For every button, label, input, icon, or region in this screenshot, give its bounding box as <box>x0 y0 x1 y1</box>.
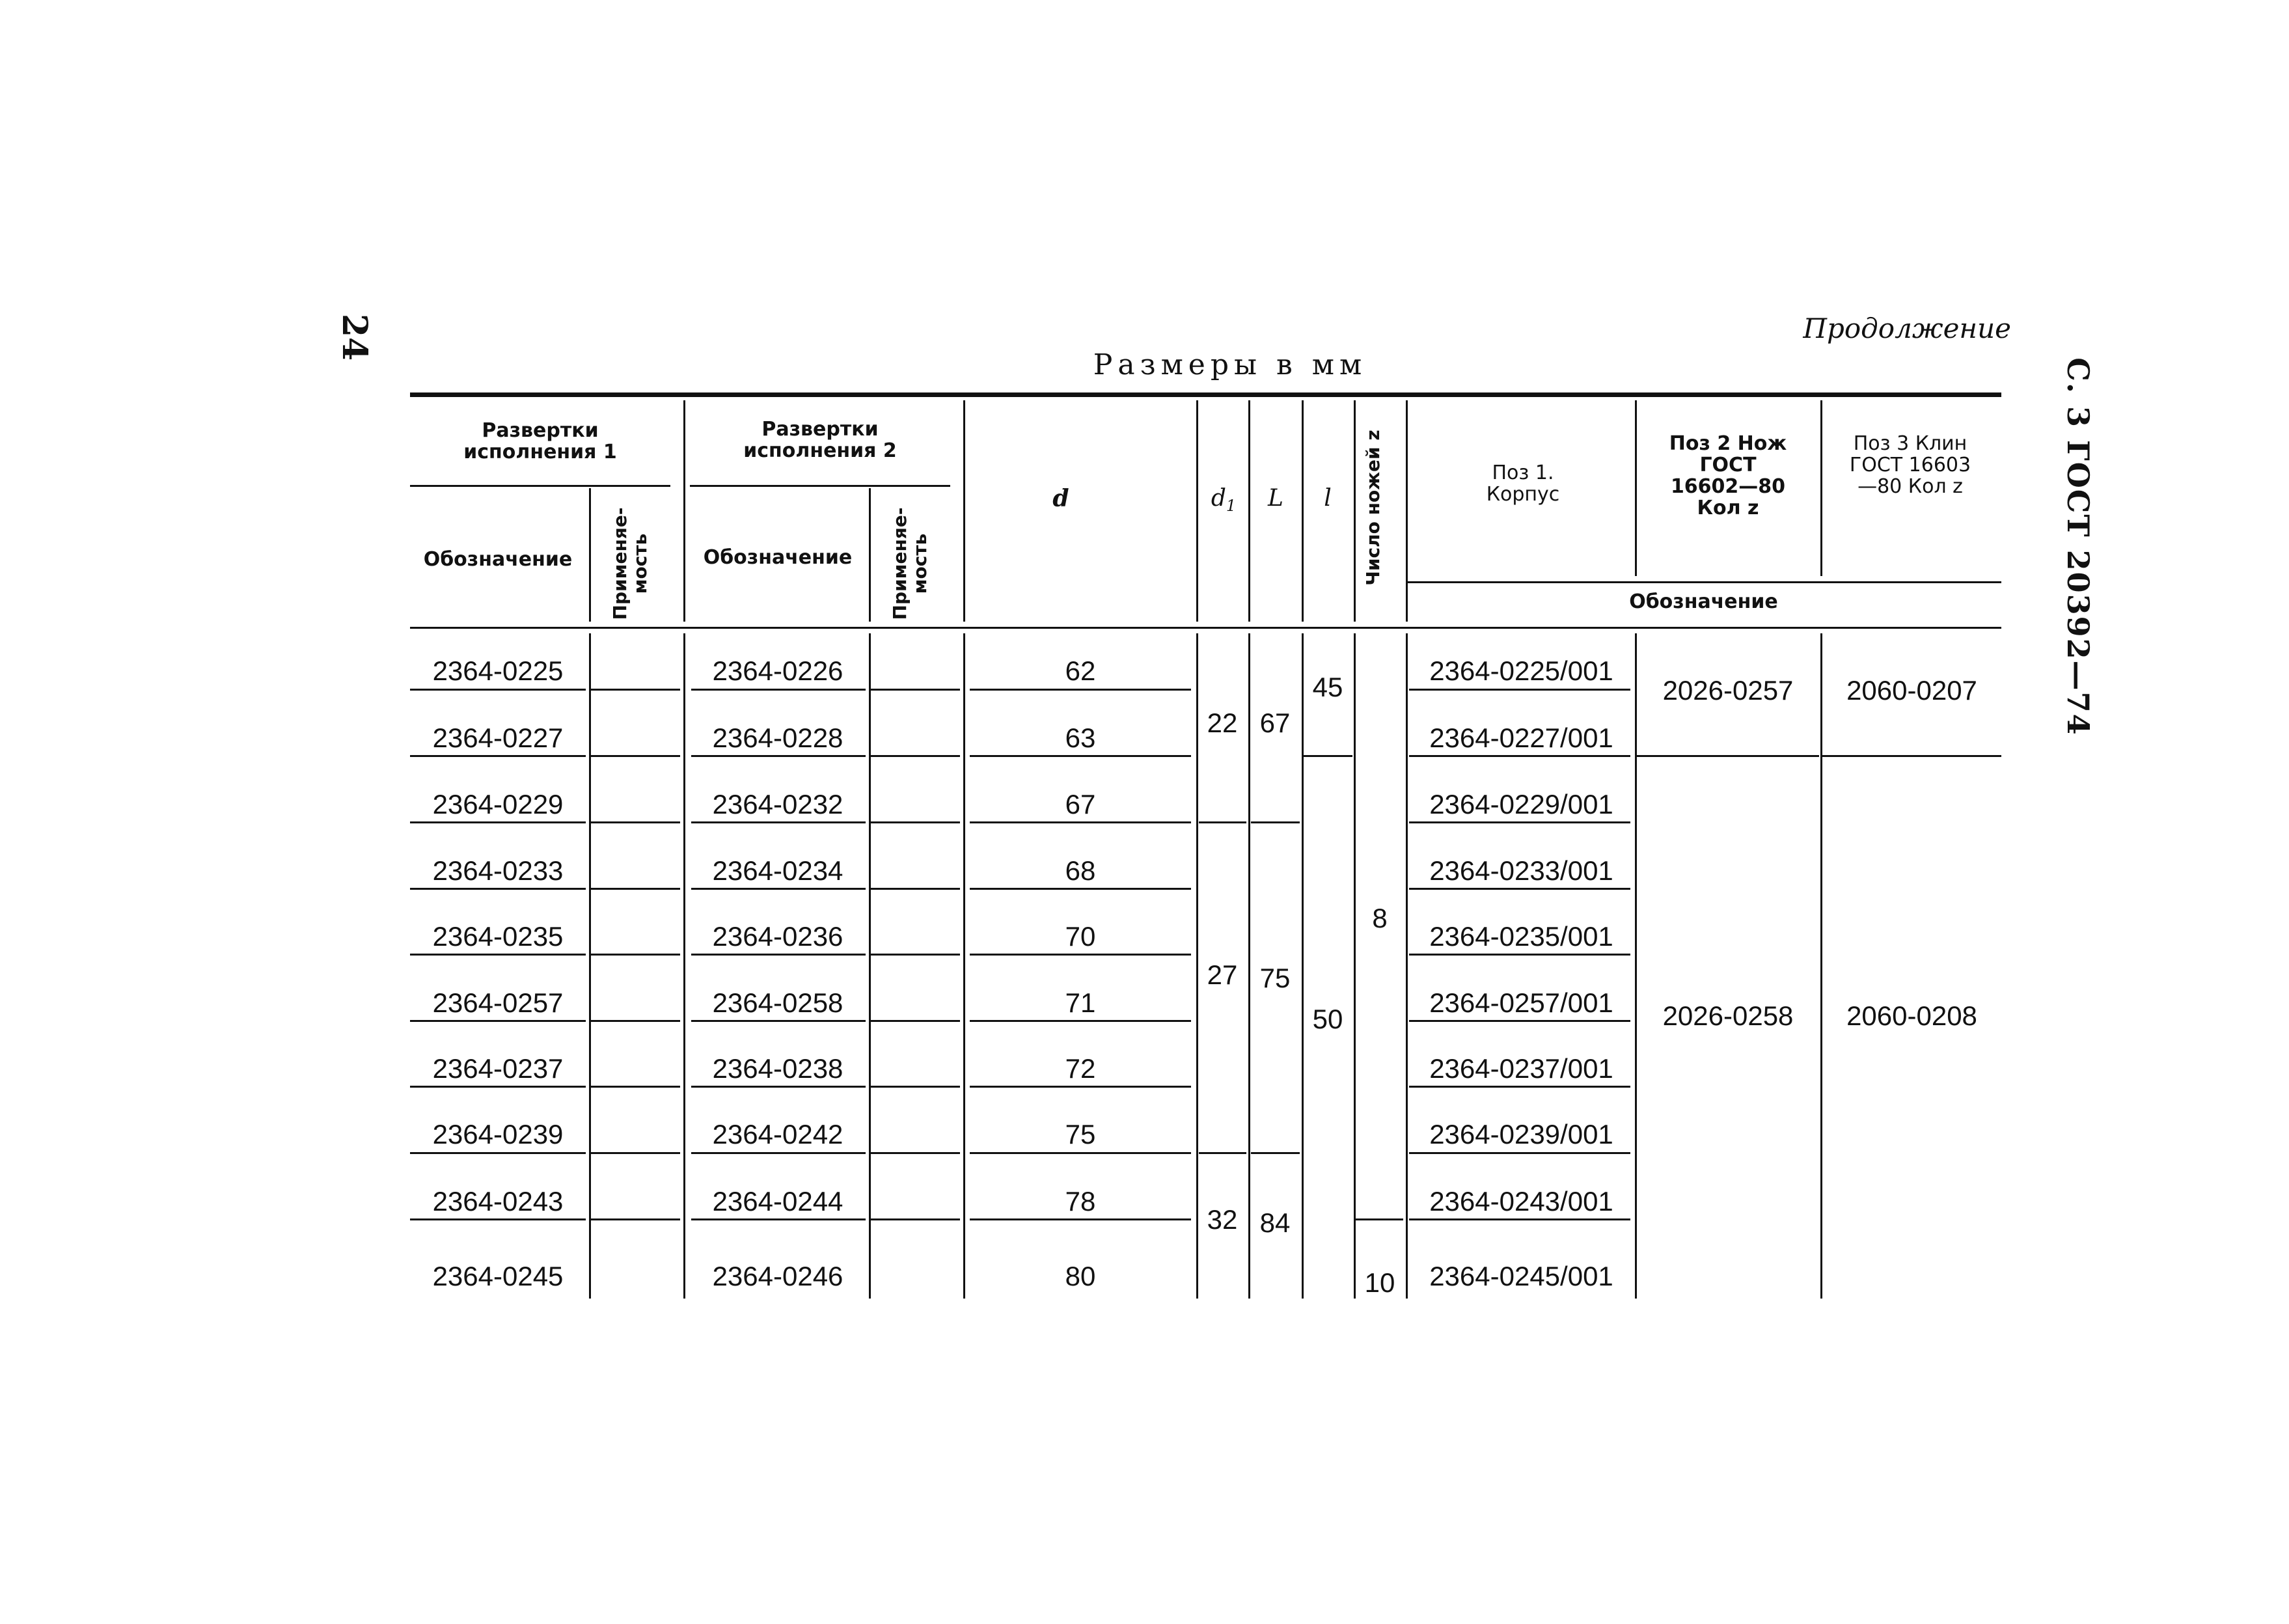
row-rule <box>410 689 586 691</box>
body-designation: 2364-0237/001 <box>1429 1053 1613 1084</box>
body-designation: 2364-0227/001 <box>1429 723 1613 753</box>
body-vline <box>963 633 965 1299</box>
row-rule <box>591 689 680 691</box>
row-rule <box>410 821 586 823</box>
header-vline <box>1354 400 1356 622</box>
continuation-label: Продолжение <box>1803 312 2011 344</box>
body-designation: 2364-0239/001 <box>1429 1119 1613 1149</box>
row-rule <box>591 821 680 823</box>
reamer-designation: 2364-0238 <box>712 1053 843 1084</box>
row-rule <box>970 888 1191 890</box>
row-rule <box>1199 1152 1246 1154</box>
row-rule <box>1822 755 2001 757</box>
row-rule <box>591 755 680 757</box>
header-applicability-1: Применяе-мость <box>609 507 651 620</box>
row-rule <box>1199 821 1246 823</box>
reamer-designation: 2364-0242 <box>712 1119 843 1149</box>
row-rule <box>871 1152 960 1154</box>
table-top-rule <box>410 392 2001 397</box>
row-rule <box>410 1218 586 1220</box>
row-rule <box>1251 1152 1300 1154</box>
wedge-designation: 2060-0208 <box>1846 1000 1977 1031</box>
reamer-designation: 2364-0225 <box>432 655 564 686</box>
row-rule <box>970 1218 1191 1220</box>
reamer-designation: 2364-0232 <box>712 789 843 819</box>
header-d: d <box>1052 485 1069 512</box>
header-applicability-2: Применяе-мость <box>889 507 931 620</box>
body-designation: 2364-0235/001 <box>1429 921 1613 952</box>
header-d1: $d_1$ <box>1211 485 1237 516</box>
row-rule <box>871 689 960 691</box>
row-rule <box>691 1020 866 1022</box>
d-value: 80 <box>1065 1261 1096 1291</box>
body-vline <box>589 633 591 1299</box>
header-designation-2: Обозначение <box>703 546 853 569</box>
body-vline <box>1354 633 1356 1299</box>
knife-designation: 2026-0257 <box>1662 675 1794 706</box>
header-vline <box>1196 400 1198 622</box>
d-value: 63 <box>1065 723 1096 753</box>
row-rule <box>1409 689 1630 691</box>
body-vline <box>683 633 685 1299</box>
L-value: 67 <box>1259 708 1291 738</box>
row-rule <box>871 1086 960 1088</box>
l-value: 45 <box>1312 672 1343 702</box>
header-group2: Развертки исполнения 2 <box>743 418 897 462</box>
z-value: 8 <box>1372 903 1388 933</box>
header-knife-count: Число ножей z <box>1362 430 1384 586</box>
row-rule <box>871 888 960 890</box>
row-rule <box>871 954 960 956</box>
header-vline <box>1635 400 1637 576</box>
reamer-designation: 2364-0226 <box>712 655 843 686</box>
header-L: L <box>1268 485 1283 512</box>
row-rule <box>871 1218 960 1220</box>
row-rule <box>691 821 866 823</box>
header-pos2: Поз 2 Нож ГОСТ 16602—80 Кол z <box>1669 432 1787 519</box>
row-rule <box>1409 1218 1630 1220</box>
reamer-designation: 2364-0227 <box>432 723 564 753</box>
row-rule <box>591 954 680 956</box>
row-rule <box>1637 755 1819 757</box>
body-vline <box>1406 633 1408 1299</box>
body-designation: 2364-0233/001 <box>1429 855 1613 886</box>
row-rule <box>410 888 586 890</box>
reamer-designation: 2364-0233 <box>432 855 564 886</box>
knife-designation: 2026-0258 <box>1662 1000 1794 1031</box>
header-designation-1: Обозначение <box>423 548 573 571</box>
row-rule <box>691 689 866 691</box>
body-vline <box>1820 633 1822 1299</box>
row-rule <box>970 954 1191 956</box>
reamer-designation: 2364-0239 <box>432 1119 564 1149</box>
reamer-designation: 2364-0243 <box>432 1186 564 1217</box>
row-rule <box>1409 1020 1630 1022</box>
header-designation-bottom: Обозначение <box>1629 590 1778 613</box>
header-pos3: Поз 3 Клин ГОСТ 16603—80 Кол z <box>1849 432 1971 498</box>
header-pos1: Поз 1. Корпус <box>1486 461 1560 506</box>
body-designation: 2364-0229/001 <box>1429 789 1613 819</box>
reamer-designation: 2364-0244 <box>712 1186 843 1217</box>
reamer-designation: 2364-0234 <box>712 855 843 886</box>
reamer-designation: 2364-0235 <box>432 921 564 952</box>
row-rule <box>691 1218 866 1220</box>
header-vline <box>1406 400 1408 622</box>
row-rule <box>970 755 1191 757</box>
header-vline <box>1820 400 1822 576</box>
d-value: 62 <box>1065 655 1096 686</box>
row-rule <box>871 755 960 757</box>
reamer-designation: 2364-0245 <box>432 1261 564 1291</box>
body-vline <box>1302 633 1304 1299</box>
reamer-designation: 2364-0228 <box>712 723 843 753</box>
header-vline <box>963 400 965 622</box>
row-rule <box>1409 755 1630 757</box>
reamer-designation: 2364-0229 <box>432 789 564 819</box>
row-rule <box>591 1020 680 1022</box>
body-vline <box>869 633 871 1299</box>
standard-title: С. 3 ГОСТ 20392—74 <box>2061 357 2096 736</box>
d1-value: 22 <box>1207 708 1238 738</box>
row-rule <box>410 1086 586 1088</box>
d-value: 75 <box>1065 1119 1096 1149</box>
header-vline <box>869 488 871 622</box>
row-rule <box>591 1086 680 1088</box>
row-rule <box>410 1020 586 1022</box>
reamer-designation: 2364-0236 <box>712 921 843 952</box>
L-value: 84 <box>1259 1207 1291 1238</box>
row-rule <box>591 1218 680 1220</box>
group1-underline <box>410 485 670 487</box>
header-vline <box>589 488 591 622</box>
row-rule <box>410 755 586 757</box>
body-designation: 2364-0243/001 <box>1429 1186 1613 1217</box>
body-designation: 2364-0225/001 <box>1429 655 1613 686</box>
row-rule <box>970 1152 1191 1154</box>
row-rule <box>691 888 866 890</box>
row-rule <box>1355 1218 1403 1220</box>
row-rule <box>410 1152 586 1154</box>
row-rule <box>1409 821 1630 823</box>
body-vline <box>1635 633 1637 1299</box>
designation-header-rule <box>1406 581 2001 583</box>
row-rule <box>410 954 586 956</box>
wedge-designation: 2060-0207 <box>1846 675 1977 706</box>
row-rule <box>970 689 1191 691</box>
L-value: 75 <box>1259 963 1291 993</box>
d1-value: 32 <box>1207 1204 1238 1235</box>
row-rule <box>970 1020 1191 1022</box>
row-rule <box>1303 755 1352 757</box>
dimensions-caption: Размеры в мм <box>1093 348 1367 381</box>
row-rule <box>970 821 1191 823</box>
row-rule <box>691 1086 866 1088</box>
d-value: 68 <box>1065 855 1096 886</box>
reamer-designation: 2364-0246 <box>712 1261 843 1291</box>
d-value: 78 <box>1065 1186 1096 1217</box>
reamer-designation: 2364-0258 <box>712 987 843 1018</box>
d-value: 72 <box>1065 1053 1096 1084</box>
row-rule <box>591 888 680 890</box>
row-rule <box>691 954 866 956</box>
header-vline <box>683 400 685 622</box>
header-group1: Развертки исполнения 1 <box>463 419 617 463</box>
row-rule <box>970 1086 1191 1088</box>
z-value: 10 <box>1364 1267 1395 1298</box>
d-value: 67 <box>1065 789 1096 819</box>
header-vline <box>1302 400 1304 622</box>
reamer-designation: 2364-0237 <box>432 1053 564 1084</box>
d-value: 71 <box>1065 987 1096 1018</box>
row-rule <box>691 755 866 757</box>
d1-value: 27 <box>1207 959 1238 990</box>
row-rule <box>691 1152 866 1154</box>
row-rule <box>1409 1152 1630 1154</box>
body-designation: 2364-0245/001 <box>1429 1261 1613 1291</box>
group2-underline <box>690 485 950 487</box>
page-number: 24 <box>335 313 374 361</box>
d-value: 70 <box>1065 921 1096 952</box>
l-value: 50 <box>1312 1004 1343 1034</box>
row-rule <box>1251 821 1300 823</box>
header-vline <box>1248 400 1250 622</box>
reamer-designation: 2364-0257 <box>432 987 564 1018</box>
body-designation: 2364-0257/001 <box>1429 987 1613 1018</box>
row-rule <box>591 1152 680 1154</box>
row-rule <box>1409 954 1630 956</box>
row-rule <box>1409 1086 1630 1088</box>
row-rule <box>1409 888 1630 890</box>
row-rule <box>871 1020 960 1022</box>
row-rule <box>871 821 960 823</box>
header-l: l <box>1324 485 1332 512</box>
